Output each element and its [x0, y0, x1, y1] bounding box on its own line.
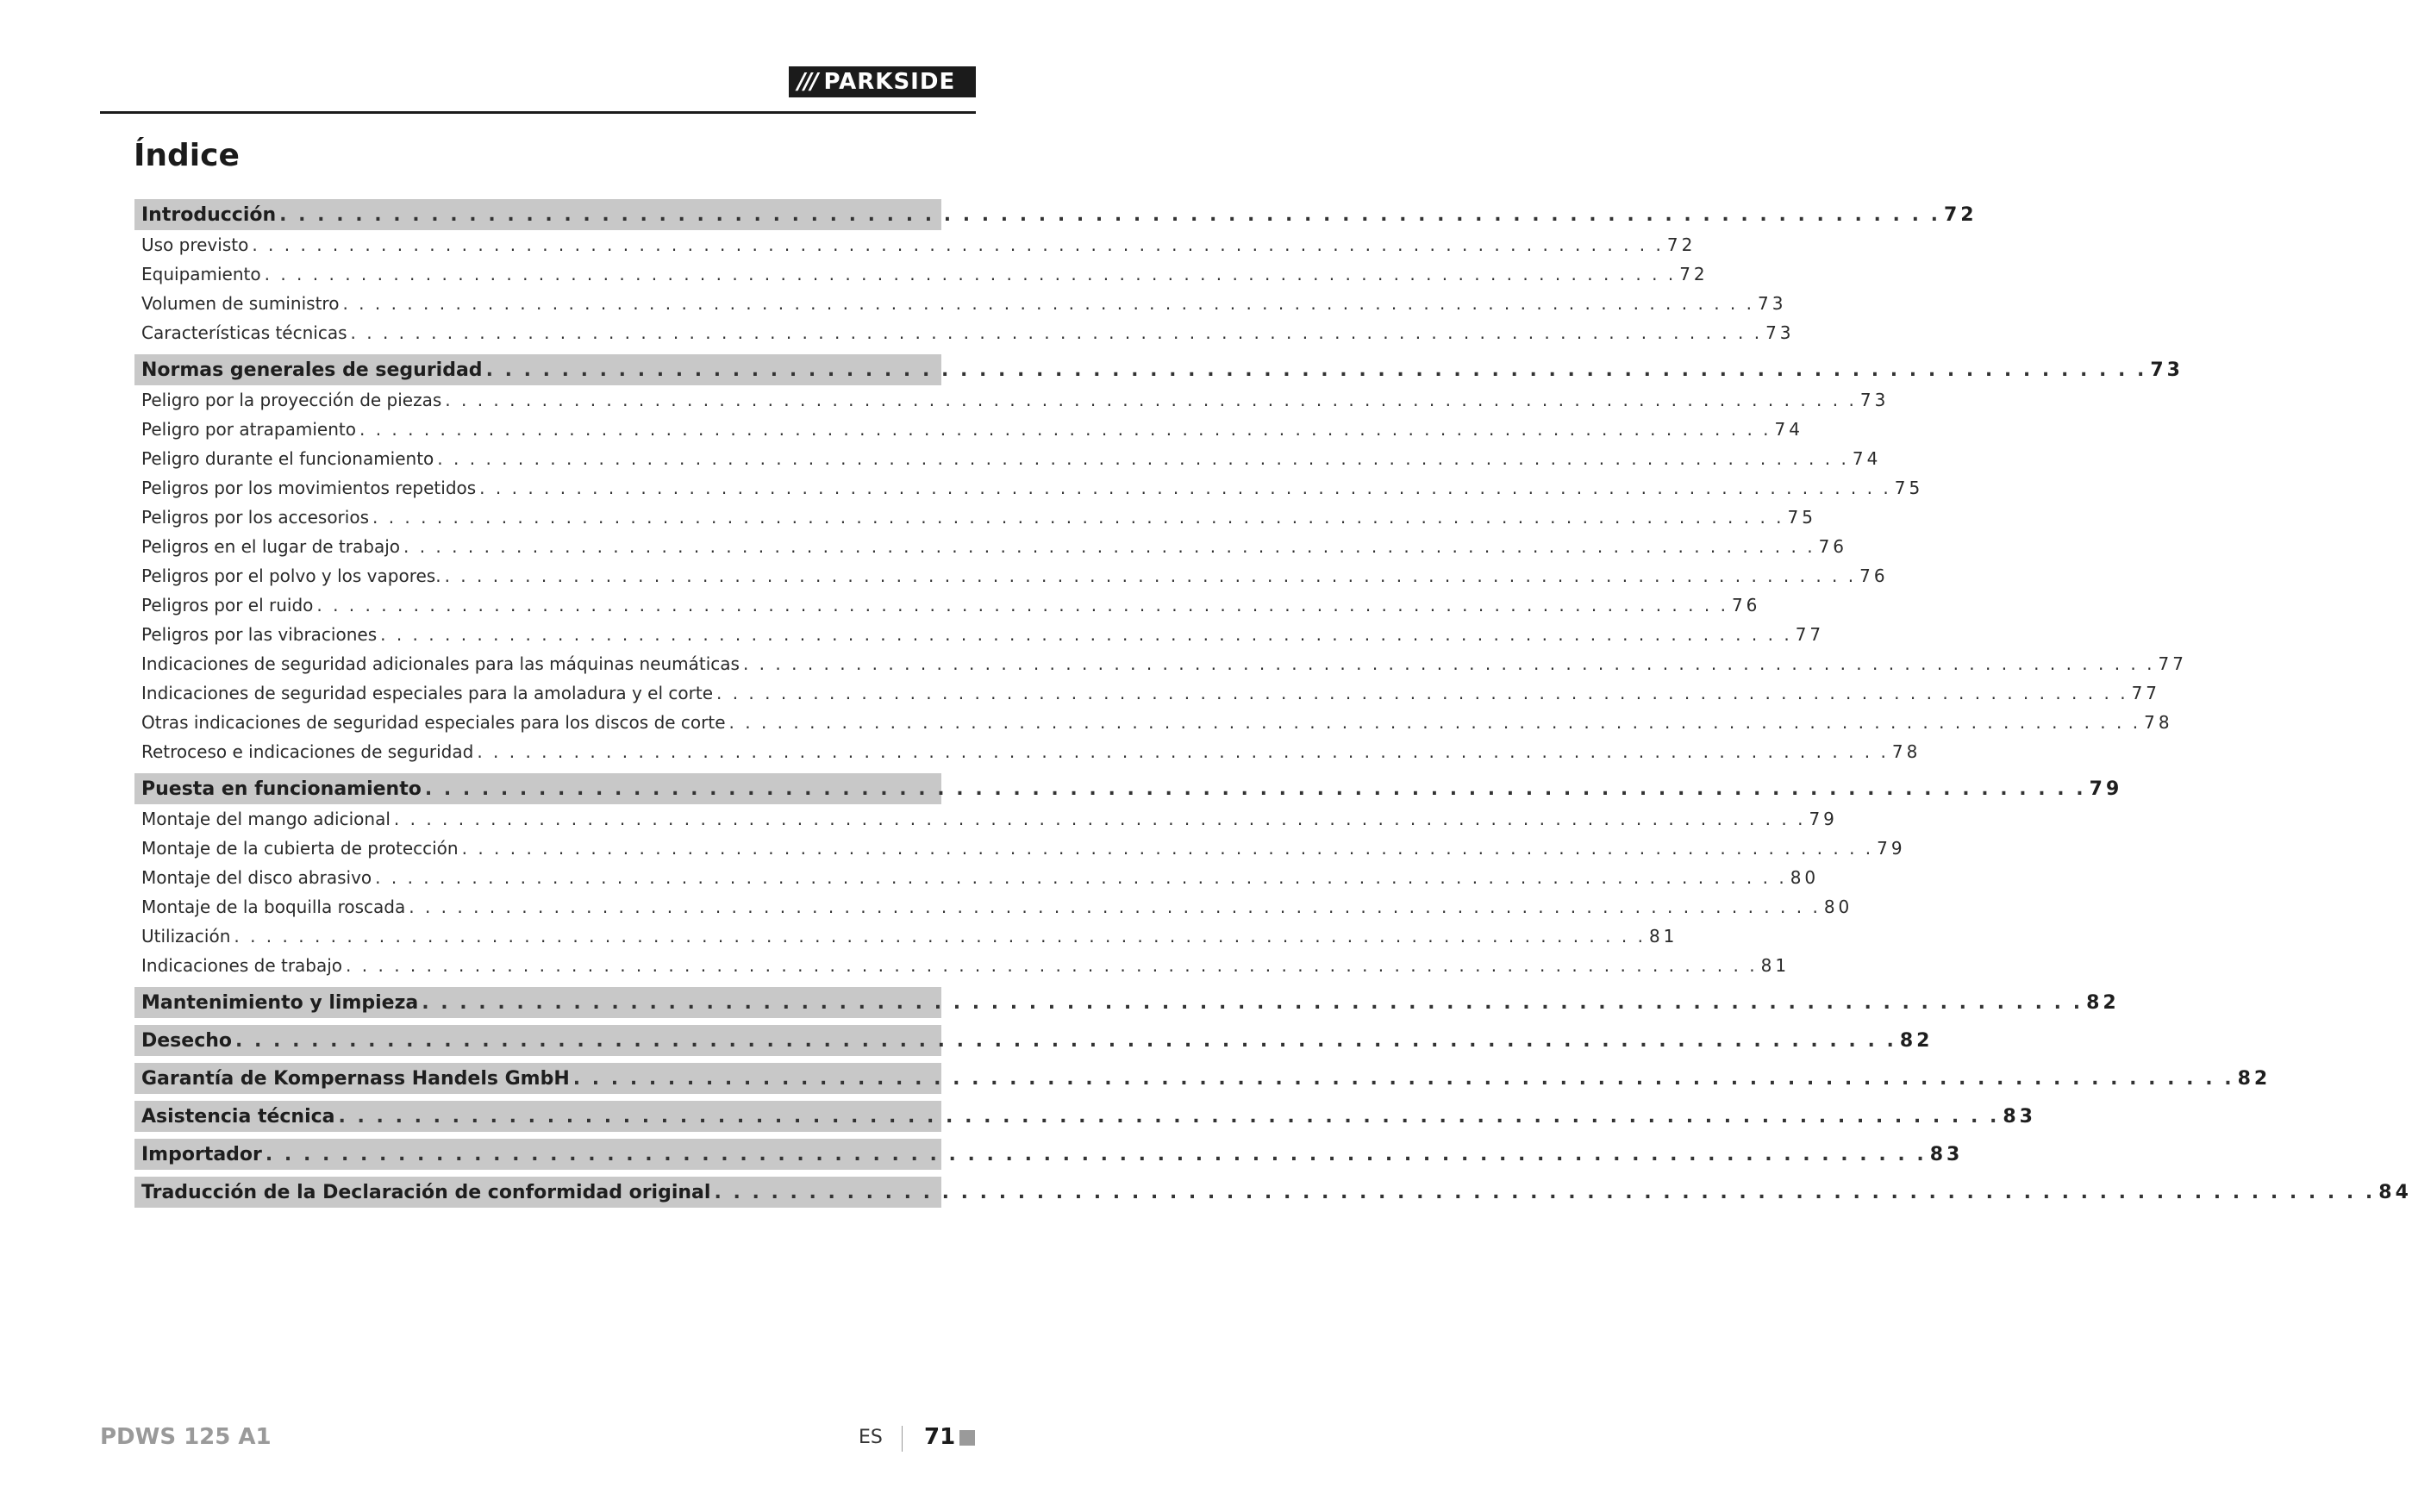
toc-label: Indicaciones de trabajo [141, 955, 343, 976]
toc-page-number: 80 [1790, 867, 1820, 888]
toc-entry-row[interactable] [134, 503, 1816, 532]
toc-leader-dots: . . . . . . . . . . . . . . . . . . . . . . . . . . . . . . . . . . . . . . . . . . . . . . . . . . . . . . . . . . . . . . . . . . . . . . . . . . . . . . . . . . . . . . . . [461, 838, 1874, 859]
toc-leader-dots: . . . . . . . . . . . . . . . . . . . . . . . . . . . . . . . . . . . . . . . . . . . . . . . . . . . . . . . . . . . . . . . . . . . . . . . . . . . . . . . . . . . . . . . . [372, 507, 1784, 528]
toc-label: Peligros por los movimientos repetidos [141, 478, 477, 498]
toc-entry-row[interactable] [134, 951, 1790, 980]
logo-slashes: /// [797, 69, 817, 95]
footer-page-number: 71 [924, 1424, 956, 1450]
toc-page-number: 79 [1809, 809, 1838, 829]
toc-label: Peligros por el ruido [141, 595, 314, 615]
toc-entry-row[interactable] [134, 444, 1882, 473]
toc-page-number: 82 [2086, 991, 2120, 1014]
toc-entry-row[interactable] [134, 863, 1820, 892]
toc-label: Montaje de la cubierta de protección [141, 838, 459, 859]
toc-label: Uso previsto [141, 234, 249, 255]
toc-leader-dots: . . . . . . . . . . . . . . . . . . . . . . . . . . . . . . . . . . . . . . . . . . . . . . . . . . . . . . . . . . . . . . . . . . . . . . . . . . . . . . . . . . . . . . . . [728, 712, 2141, 733]
toc-entry-row[interactable] [134, 318, 1795, 347]
toc-page-number: 73 [1765, 322, 1795, 343]
toc-label: Utilización [141, 926, 231, 947]
toc-label: Indicaciones de seguridad especiales para la amoladura y el corte [141, 683, 713, 703]
toc-leader-dots: . . . . . . . . . . . . . . . . . . . . . . . . . . . . . . . . . . . . . . . . . . . . . . . . . . . . . . . . . . . . . . . . . . . . . . . . . . . . . . . . . . . . . . . . [409, 897, 1821, 917]
toc-leader-dots: . . . . . . . . . . . . . . . . . . . . . . . . . . . . . . . . . . . . . . . . . . . . . . . . . . . . . . . . . . . . . . . . . . . . . . . . . . . . . . . . . . . . . . . . [479, 478, 1891, 498]
table-of-contents [134, 199, 2412, 1208]
section-gap [134, 1018, 941, 1025]
toc-label: Normas generales de seguridad [141, 359, 483, 381]
toc-page-number: 83 [2003, 1105, 2036, 1128]
toc-page-number: 79 [2089, 778, 2123, 800]
toc-page-number: 77 [2158, 653, 2187, 674]
toc-entry-row[interactable] [134, 415, 1803, 444]
parkside-logo [789, 66, 976, 97]
toc-page-number: 82 [2237, 1067, 2271, 1090]
toc-label: Traducción de la Declaración de conformidad original [141, 1181, 711, 1203]
toc-section-row[interactable] [134, 1063, 2271, 1094]
toc-label: Introducción [141, 203, 277, 226]
toc-entry-row[interactable] [134, 737, 1921, 766]
toc-label: Asistencia técnica [141, 1105, 335, 1128]
toc-page-number: 82 [1899, 1029, 1934, 1052]
section-gap [134, 1056, 941, 1063]
toc-leader-dots: . . . . . . . . . . . . . . . . . . . . . . . . . . . . . . . . . . . . . . . . . . . . . . . . . . . . . . . . . . . . . . . . . . . . . . . . . . . . . . . . . . . . . . . . [342, 293, 1754, 314]
toc-entry-row[interactable] [134, 892, 1853, 922]
section-gap [134, 980, 941, 987]
toc-leader-dots: . . . . . . . . . . . . . . . . . . . . . . . . . . . . . . . . . . . . . . . . . . . . . . . . . . . . . . . . . . . . . . . . . . . . . . . . . . . . . . . . . . . . . . . . [422, 991, 2084, 1014]
toc-page-number: 77 [2131, 683, 2161, 703]
toc-label: Puesta en funcionamiento [141, 778, 422, 800]
toc-leader-dots: . . . . . . . . . . . . . . . . . . . . . . . . . . . . . . . . . . . . . . . . . . . . . . . . . . . . . . . . . . . . . . . . . . . . . . . . . . . . . . . . . . . . . . . . [375, 867, 1787, 888]
toc-section-row[interactable] [134, 1025, 1934, 1056]
toc-leader-dots: . . . . . . . . . . . . . . . . . . . . . . . . . . . . . . . . . . . . . . . . . . . . . . . . . . . . . . . . . . . . . . . . . . . . . . . . . . . . . . . . . . . . . . . . [742, 653, 2155, 674]
toc-page-number: 76 [1731, 595, 1761, 615]
toc-entry-row[interactable] [134, 230, 1697, 259]
toc-label: Retroceso e indicaciones de seguridad [141, 741, 474, 762]
toc-leader-dots: . . . . . . . . . . . . . . . . . . . . . . . . . . . . . . . . . . . . . . . . . . . . . . . . . . . . . . . . . . . . . . . . . . . . . . . . . . . . . . . . . . . . . . . . [477, 741, 1889, 762]
toc-label: Desecho [141, 1029, 233, 1052]
toc-page-number: 72 [1943, 203, 1978, 226]
toc-entry-row[interactable] [134, 922, 1678, 951]
toc-page-number: 78 [2144, 712, 2173, 733]
toc-leader-dots: . . . . . . . . . . . . . . . . . . . . . . . . . . . . . . . . . . . . . . . . . . . . . . . . . . . . . . . . . . . . . . . . . . . . . . . . . . . . . . . . . . . . . . . . [350, 322, 1763, 343]
toc-entry-row[interactable] [134, 620, 1825, 649]
section-gap [134, 1170, 941, 1177]
toc-leader-dots: . . . . . . . . . . . . . . . . . . . . . . . . . . . . . . . . . . . . . . . . . . . . . . . . . . . . . . . . . . . . . . . . . . . . . . . . . . . . . . . . . . . . . . . . [716, 683, 2128, 703]
toc-leader-dots: . . . . . . . . . . . . . . . . . . . . . . . . . . . . . . . . . . . . . . . . . . . . . . . . . . . . . . . . . . . . . . . . . . . . . . . . . . . . . . . . . . . . . . . . [346, 955, 1758, 976]
toc-leader-dots: . . . . . . . . . . . . . . . . . . . . . . . . . . . . . . . . . . . . . . . . . . . . . . . . . . . . . . . . . . . . . . . . . . . . . . . . . . . . . . . . . . . . . . . . [316, 595, 1728, 615]
toc-section-row[interactable] [134, 199, 1978, 230]
toc-page-number: 73 [1859, 390, 1890, 410]
toc-leader-dots: . . . . . . . . . . . . . . . . . . . . . . . . . . . . . . . . . . . . . . . . . . . . . . . . . . . . . . . . . . . . . . . . . . . . . . . . . . . . . . . . . . . . . . . . [444, 565, 1857, 586]
toc-label: Peligros por el polvo y los vapores. [141, 565, 441, 586]
toc-section-row[interactable] [134, 987, 2120, 1018]
page-title: Índice [134, 138, 240, 173]
toc-page-number: 75 [1787, 507, 1816, 528]
toc-leader-dots: . . . . . . . . . . . . . . . . . . . . . . . . . . . . . . . . . . . . . . . . . . . . . . . . . . . . . . . . . . . . . . . . . . . . . . . . . . . . . . . . . . . . . . . . [572, 1067, 2234, 1090]
toc-page-number: 76 [1818, 536, 1848, 557]
toc-label: Equipamiento [141, 264, 261, 284]
toc-entry-row[interactable] [134, 590, 1761, 620]
toc-section-row[interactable] [134, 773, 2123, 804]
toc-leader-dots: . . . . . . . . . . . . . . . . . . . . . . . . . . . . . . . . . . . . . . . . . . . . . . . . . . . . . . . . . . . . . . . . . . . . . . . . . . . . . . . . . . . . . . . . [485, 359, 2147, 381]
toc-leader-dots: . . . . . . . . . . . . . . . . . . . . . . . . . . . . . . . . . . . . . . . . . . . . . . . . . . . . . . . . . . . . . . . . . . . . . . . . . . . . . . . . . . . . . . . . [234, 926, 1646, 947]
toc-section-row[interactable] [134, 354, 2184, 385]
toc-leader-dots: . . . . . . . . . . . . . . . . . . . . . . . . . . . . . . . . . . . . . . . . . . . . . . . . . . . . . . . . . . . . . . . . . . . . . . . . . . . . . . . . . . . . . . . . [445, 390, 1857, 410]
toc-page-number: 84 [2378, 1181, 2412, 1203]
toc-section-row[interactable] [134, 1177, 2412, 1208]
toc-entry-row[interactable] [134, 532, 1848, 561]
toc-leader-dots: . . . . . . . . . . . . . . . . . . . . . . . . . . . . . . . . . . . . . . . . . . . . . . . . . . . . . . . . . . . . . . . . . . . . . . . . . . . . . . . . . . . . . . . . [380, 624, 1792, 645]
toc-leader-dots: . . . . . . . . . . . . . . . . . . . . . . . . . . . . . . . . . . . . . . . . . . . . . . . . . . . . . . . . . . . . . . . . . . . . . . . . . . . . . . . . . . . . . . . . [424, 778, 2086, 800]
toc-page-number: 74 [1852, 448, 1882, 469]
toc-page-number: 79 [1877, 838, 1906, 859]
toc-leader-dots: . . . . . . . . . . . . . . . . . . . . . . . . . . . . . . . . . . . . . . . . . . . . . . . . . . . . . . . . . . . . . . . . . . . . . . . . . . . . . . . . . . . . . . . . [393, 809, 1806, 829]
toc-label: Garantía de Kompernass Handels GmbH [141, 1067, 570, 1090]
toc-page-number: 78 [1891, 741, 1921, 762]
footer-model: PDWS 125 A1 [100, 1424, 272, 1450]
toc-label: Peligro por atrapamiento [141, 419, 356, 440]
toc-page-number: 74 [1774, 419, 1803, 440]
toc-leader-dots: . . . . . . . . . . . . . . . . . . . . . . . . . . . . . . . . . . . . . . . . . . . . . . . . . . . . . . . . . . . . . . . . . . . . . . . . . . . . . . . . . . . . . . . . [359, 419, 1772, 440]
toc-entry-row[interactable] [134, 708, 2173, 737]
toc-entry-row[interactable] [134, 289, 1787, 318]
toc-leader-dots: . . . . . . . . . . . . . . . . . . . . . . . . . . . . . . . . . . . . . . . . . . . . . . . . . . . . . . . . . . . . . . . . . . . . . . . . . . . . . . . . . . . . . . . . [252, 234, 1664, 255]
toc-label: Importador [141, 1143, 262, 1165]
section-gap [134, 1132, 941, 1139]
toc-label: Montaje del disco abrasivo [141, 867, 372, 888]
toc-leader-dots: . . . . . . . . . . . . . . . . . . . . . . . . . . . . . . . . . . . . . . . . . . . . . . . . . . . . . . . . . . . . . . . . . . . . . . . . . . . . . . . . . . . . . . . . [338, 1105, 2000, 1128]
toc-page-number: 73 [2150, 359, 2184, 381]
toc-entry-row[interactable] [134, 473, 1924, 503]
toc-leader-dots: . . . . . . . . . . . . . . . . . . . . . . . . . . . . . . . . . . . . . . . . . . . . . . . . . . . . . . . . . . . . . . . . . . . . . . . . . . . . . . . . . . . . . . . . [714, 1181, 2376, 1203]
toc-section-row[interactable] [134, 1101, 2036, 1132]
toc-page-number: 72 [1666, 234, 1697, 255]
footer-language: ES [859, 1427, 883, 1448]
toc-entry-row[interactable] [134, 804, 1838, 834]
section-gap [134, 347, 941, 354]
toc-label: Indicaciones de seguridad adicionales para las máquinas neumáticas [141, 653, 740, 674]
toc-label: Peligro por la proyección de piezas [141, 390, 442, 410]
toc-label: Mantenimiento y limpieza [141, 991, 419, 1014]
toc-page-number: 73 [1758, 293, 1787, 314]
toc-page-number: 77 [1795, 624, 1825, 645]
toc-page-number: 83 [1929, 1143, 1964, 1165]
toc-leader-dots: . . . . . . . . . . . . . . . . . . . . . . . . . . . . . . . . . . . . . . . . . . . . . . . . . . . . . . . . . . . . . . . . . . . . . . . . . . . . . . . . . . . . . . . . [264, 264, 1677, 284]
toc-page-number: 76 [1859, 565, 1889, 586]
toc-label: Peligros por los accesorios [141, 507, 369, 528]
toc-label: Peligro durante el funcionamiento [141, 448, 434, 469]
toc-leader-dots: . . . . . . . . . . . . . . . . . . . . . . . . . . . . . . . . . . . . . . . . . . . . . . . . . . . . . . . . . . . . . . . . . . . . . . . . . . . . . . . . . . . . . . . . [403, 536, 1815, 557]
logo-text: PARKSIDE [823, 69, 956, 95]
toc-entry-row[interactable] [134, 834, 1906, 863]
toc-page-number: 72 [1679, 264, 1709, 284]
toc-page-number: 75 [1894, 478, 1924, 498]
toc-label: Peligros en el lugar de trabajo [141, 536, 400, 557]
toc-page-number: 81 [1760, 955, 1790, 976]
toc-leader-dots: . . . . . . . . . . . . . . . . . . . . . . . . . . . . . . . . . . . . . . . . . . . . . . . . . . . . . . . . . . . . . . . . . . . . . . . . . . . . . . . . . . . . . . . . [265, 1143, 1927, 1165]
toc-entry-row[interactable] [134, 678, 2161, 708]
footer-square-icon [959, 1430, 975, 1446]
toc-leader-dots: . . . . . . . . . . . . . . . . . . . . . . . . . . . . . . . . . . . . . . . . . . . . . . . . . . . . . . . . . . . . . . . . . . . . . . . . . . . . . . . . . . . . . . . . [437, 448, 1849, 469]
toc-label: Volumen de suministro [141, 293, 340, 314]
footer-separator [902, 1426, 903, 1452]
toc-entry-row[interactable] [134, 649, 2187, 678]
toc-label: Otras indicaciones de seguridad especiales para los discos de corte [141, 712, 726, 733]
header-divider [100, 111, 976, 114]
toc-label: Características técnicas [141, 322, 347, 343]
toc-label: Peligros por las vibraciones [141, 624, 378, 645]
toc-leader-dots: . . . . . . . . . . . . . . . . . . . . . . . . . . . . . . . . . . . . . . . . . . . . . . . . . . . . . . . . . . . . . . . . . . . . . . . . . . . . . . . . . . . . . . . . [279, 203, 1940, 226]
section-gap [134, 766, 941, 773]
toc-section-row[interactable] [134, 1139, 1964, 1170]
toc-label: Montaje de la boquilla roscada [141, 897, 406, 917]
toc-label: Montaje del mango adicional [141, 809, 391, 829]
toc-entry-row[interactable] [134, 385, 1890, 415]
toc-entry-row[interactable] [134, 259, 1709, 289]
toc-page-number: 80 [1823, 897, 1853, 917]
toc-leader-dots: . . . . . . . . . . . . . . . . . . . . . . . . . . . . . . . . . . . . . . . . . . . . . . . . . . . . . . . . . . . . . . . . . . . . . . . . . . . . . . . . . . . . . . . . [235, 1029, 1896, 1052]
toc-entry-row[interactable] [134, 561, 1889, 590]
toc-page-number: 81 [1648, 926, 1678, 947]
section-gap [134, 1094, 941, 1101]
